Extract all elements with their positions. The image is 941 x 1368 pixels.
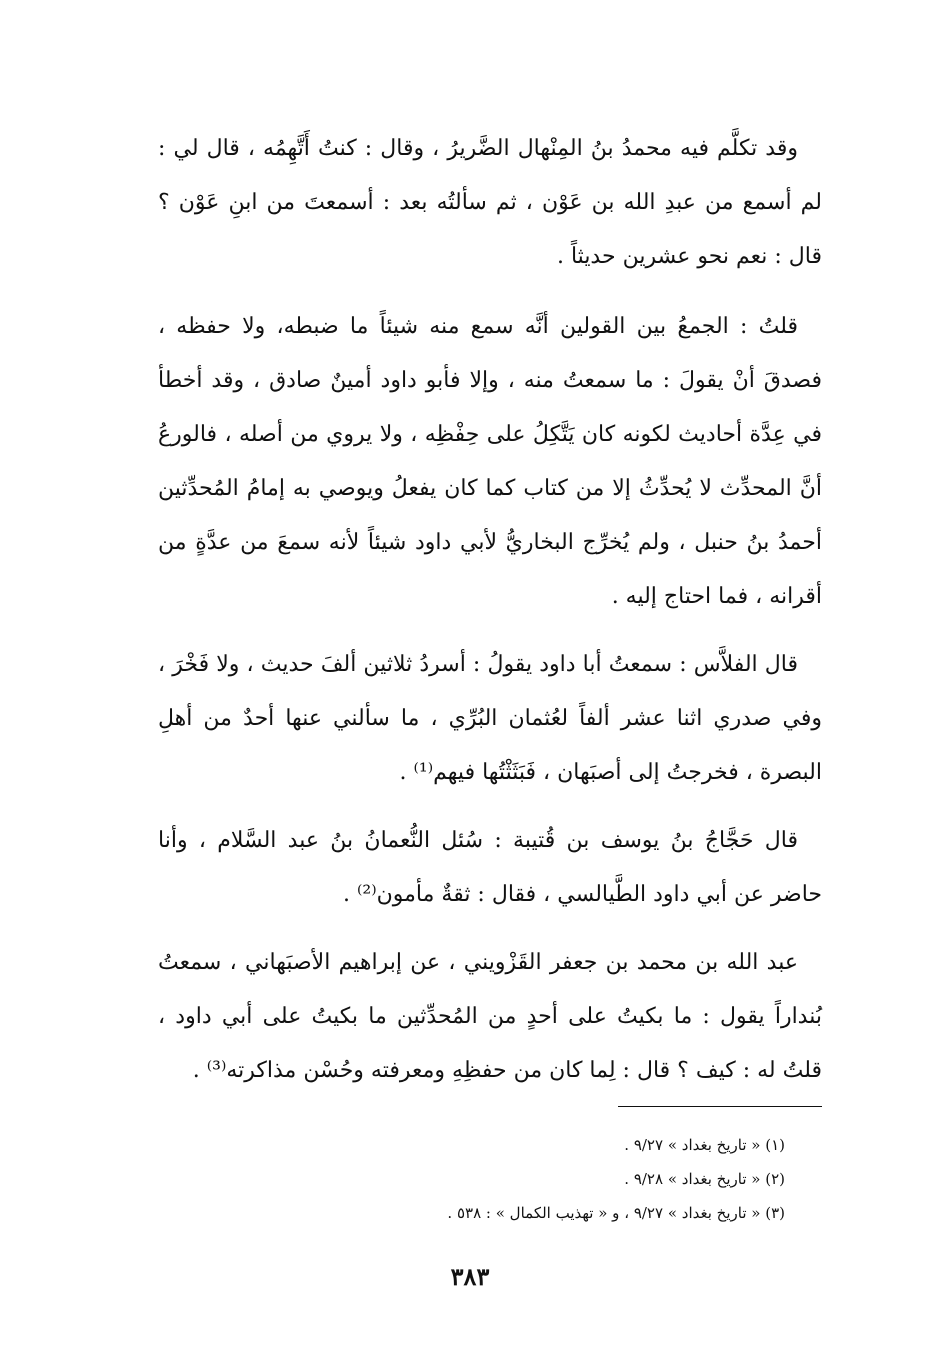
page-number: ٣٨٣ — [450, 1262, 490, 1291]
paragraph-ibn-minhal: وقد تكلَّم فيه محمدُ بنُ المِنْهال الضَّريرُ ، وقال : كنتُ أَتَّهِمُه ، قال لي : لم أسمع من عبدِ الله بن عَوْن ، ثم سألتُه بعد : أسمعتَ من ابنِ عَوْن ؟ قال : نعم نحو عشرين حديثاً . — [158, 136, 822, 269]
footnote-3: (٣) « تاريخ بغداد » ٩/٢٧ ، و « تهذيب الكمال » : ٥٣٨ . — [447, 1204, 785, 1222]
paragraph-qazwini: عبد الله بن محمد بن جعفر القَزْويني ، عن إبراهيم الأصبَهاني ، سمعتُ بُنداراً يقول : ما بكيتُ على أحدٍ من المُحدِّثين ما بكيتُ على أبي داود ، قلتُ له : كيف ؟ قال : لِما كان من حفظِهِ ومعرفته وحُسْن مذاكرته⁽³⁾ . — [158, 950, 822, 1083]
main-text — [158, 122, 822, 1116]
footnote-2: (٢) « تاريخ بغداد » ٩/٢٨ . — [624, 1170, 785, 1188]
paragraph-hajjaj: قال حَجَّاجُ بنُ يوسف بن قُتيبة : سُئل النُّعمانُ بنُ عبد السَّلام ، وأنا حاضر عن أبي داود الطَّيالسي ، فقال : ثقةٌ مأمون⁽²⁾ . — [158, 828, 822, 907]
footnote-1: (١) « تاريخ بغداد » ٩/٢٧ . — [624, 1136, 785, 1154]
footnote-separator — [618, 1106, 822, 1107]
paragraph-author-comment: قلتُ : الجمعُ بين القولين أنَّه سمع منه شيئاً ما ضبطه، ولا حفظه ، فصدقَ أنْ يقولَ : ما سمعتُ منه ، وإلا فأبو داود أمينٌ صادق ، وقد أخطأ في عِدَّة أحاديث لكونه كان يَتَّكِلُ على حِفْظِه ، ولا يروي من أصله ، فالورعُ أنَّ المحدِّث لا يُحدِّثُ إلا من كتاب كما كان يفعلُ ويوصي به إمامُ المُحدِّثين أحمدُ بنُ حنبل ، ولم يُخرِّج البخاريُّ لأبي داود شيئاً لأنه سمعَ من عدَّةٍ من أقرانه ، فما احتاج إليه . — [158, 314, 822, 609]
footnotes — [300, 1128, 785, 1230]
paragraph-fallas: قال الفلاَّس : سمعتُ أبا داود يقولُ : أسردُ ثلاثين ألفَ حديث ، ولا فَخْرَ ، وفي صدري اثنا عشر ألفاً لعُثمان البُرِّي ، ما سألني عنها أحدٌ من أهلِ البصرة ، فخرجتُ إلى أصبَهان ، فَبَثَثْتُها فيهم⁽¹⁾ . — [158, 652, 822, 785]
